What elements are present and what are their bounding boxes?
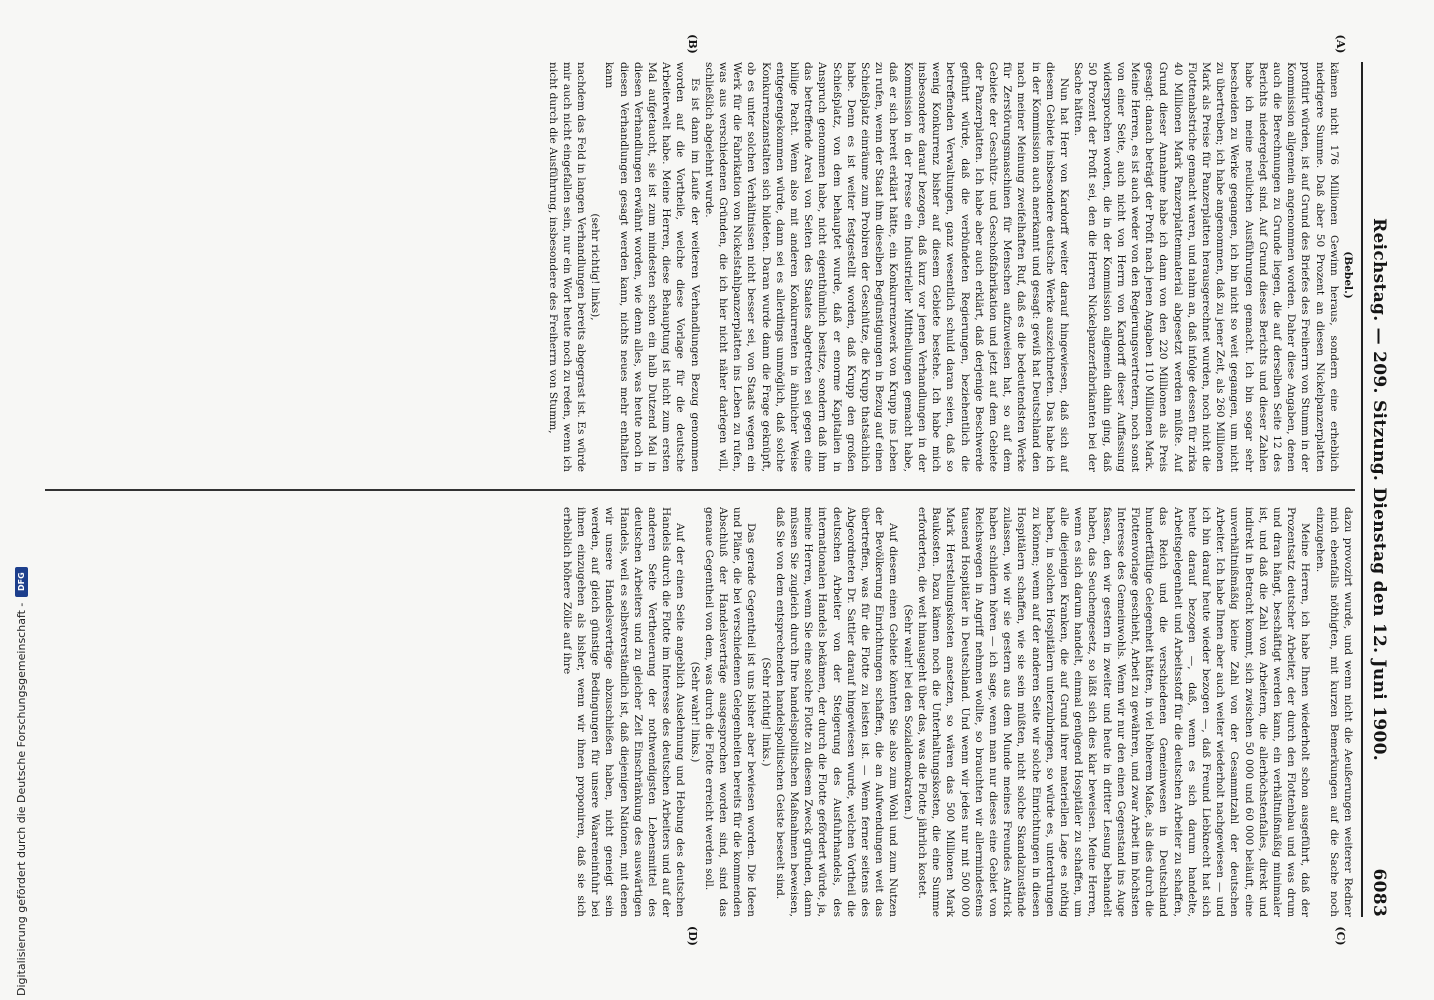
printed-page xyxy=(19,34,1389,946)
right-column xyxy=(35,507,1355,917)
header-title: Reichstag. — 209. Sitzung. Dienstag den 12. Juni 1900. xyxy=(1369,218,1389,761)
interjection: (Sehr wahr! bei den Sozialdemokraten.) xyxy=(901,604,914,820)
dfg-logo: DFG xyxy=(15,567,28,597)
speaker-name: (Bebel.) xyxy=(1342,251,1354,299)
margin-mark-d: (D) xyxy=(686,926,699,946)
margin-mark-b: (B) xyxy=(686,34,699,54)
paragraph: Das gerade Gegentheil ist uns bisher aber bewiesen worden. Die Ideen und Pläne, die bei verschiedenen Gelegenheiten bereits für die kommenden Abschluß der Handelsverträge ausgesprochen worden sind, sind das genaue Gegentheil von dem, was durch die Flotte erreicht werden soll. xyxy=(702,507,758,917)
interjection: (Sehr wahr! links.) xyxy=(688,661,701,763)
margin-mark-a: (A) xyxy=(1334,34,1347,54)
paragraph: Es ist dann im Laufe der weiteren Verhandlungen Bezug genommen worden auf die Vortheile, welche diese Vorlage für die deutsche Arbeiterwelt habe. Meine Herren, diese Behauptung ist nicht zum ersten Mal aufgetaucht, sie ist zum mindesten schon ein halb Dutzend Mal in diesen Verhandlungen erwähnt worden, wie denn alles, was heute noch in diesen Verhandlungen gesagt werden kann, nichts neues mehr enthalten kann xyxy=(603,62,701,472)
paragraph: Auf der einen Seite angeblich Ausdehnung und Hebung des deutschen Handels durch die Flotte im Interesse des deutschen Arbeiters und auf der anderen Seite Vertheuerung der nothwendigsten Lebensmittel des deutschen Arbeiters und zu gleicher Zeit Einschränkung des auswärtigen Handels, weil es selbstverständlich ist, daß diejenigen Nationen, mit denen wir unsere Handelsverträge abzuschließen haben, nicht geneigt sein werden, auf gleich günstige Bedingungen für unsere Waareneinfuhr bei ihnen einzugehen als bisher, wenn wir ihnen proponiren, daß sie sich erheblich höhere Zölle auf ihre xyxy=(560,507,687,917)
paragraph: Auf diesem einen Gebiete könnten Sie also zum Wohl und zum Nutzen der Bevölkerung Einrichtungen schaffen, die an Aufwendungen weit das übertreffen, was für die Flotte zu leisten ist. — Wenn ferner seitens des Abgeordneten Dr. Sattler darauf hingewiesen wurde, welchen Vortheil die deutschen Arbeiter von der Steigerung des Ausfuhrhandels, des internationalen Handels bekämen, der durch die Flotte gefördert würde, ja, meine Herren, wenn Sie eine solche Flotte zu diesem Zweck gründen, dann müssen Sie zugleich durch Ihre handelspolitischen Maßnahmen beweisen, daß Sie von dem entsprechenden handelspolitischen Geiste beseelt sind. xyxy=(773,507,900,917)
paragraph: dazu provozirt wurde, und wenn nicht die Aeußerungen weiterer Redner mich ebenfalls nöthigten, mit kurzen Bemerkungen auf die Sache noch einzugehen. xyxy=(1313,507,1354,917)
paragraph: Nun hat Herr von Kardorff weiter darauf hingewiesen, daß sich auf diesem Gebiete insbesondere deutsche Werke auszeichneten. Das habe ich in der Kommission auch anerkannt und gesagt: gewiß hat Deutschland den nach meiner Meinung zweifelhaften Ruf, daß es die bedeutendsten Werke für Zerstörungsmaschinen für Menschen aufzuweisen hat, so auf dem Gebiete der Geschütz- und Geschoßfabrikation und jetzt auf dem Gebiete der Panzerplatten. Ich habe aber auch erklärt, daß derjenige Beschwerde geführt würde, daß die verbündeten Regierungen, beziehentlich die betreffenden Verwaltungen, ganz wesentlich schuld daran seien, daß so wenig Konkurrenz bisher auf diesem Gebiete bestehe. Ich habe mich insbesondere darauf bezogen, daß kurz vor jenen Verhandlungen in der Kommission in der Presse ein Industrieller Mittheilungen gemacht habe, daß er sich bereit erklärt hätte, ein Konkurrenzwerk von Krupp ins Leben zu rufen, wenn der Staat ihm dieselben Begünstigungen in Bezug auf einen Schießplatz einräume zum Probiren der Geschütze, die Krupp thatsächlich habe. Denn es ist weiter festgestellt worden, daß Krupp den großen Schießplatz, von dem behauptet wurde, daß er enorme Kapitalien in Anspruch genommen habe, nicht eigenthümlich besitze, sondern daß ihm das betreffende Areal von Seiten des Staates abgetreten sei gegen eine billige Pacht. Wenn also mit anderen Konkurrenten in ähnlicher Weise entgegengekommen würde, dann sei es allerdings unmöglich, daß solche Konkurrenzanstalten sich bildeten. Daran wurde dann die Frage geknüpft, ob es unter solchen Verhältnissen nicht besser sei, von Staats wegen ein Werk für die Fabrikation von Nickelstahlpanzerplatten ins Leben zu rufen, was aus verschiedenen Gründen, die ich hier nicht näher darlegen will, schließlich abgelehnt wurde. xyxy=(702,62,1070,472)
column-divider xyxy=(45,489,1355,491)
digitization-text: Digitalisierung gefördert durch die Deutsche Forschungsgemeinschaft - xyxy=(14,602,28,996)
paragraph: nachdem das Feld in langen Verhandlungen bereits abgegrast ist. Es würde mir auch nicht eingefallen sein, nur ein Wort heute noch zu reden, wenn ich nicht durch die Ausführung, insbesondere des Freiherrn von Stumm, xyxy=(546,62,588,472)
interjection: (Sehr richtig! links.) xyxy=(759,657,772,767)
digitization-note xyxy=(10,16,32,996)
left-column xyxy=(35,62,1355,472)
paragraph: Meine Herren, ich habe Ihnen wiederholt schon ausgeführt, daß der Prozentsatz deutscher Arbeiter, der durch den Flottenbau und was drum und dran hängt, beschäftigt werden kann, ein verhältnißmäßig minimaler ist, und daß die Zahl von Arbeitern, die allerhöchstenfalles, direkt und indirekt in Betracht kommt, sich zwischen 50 000 und 60 000 beläuft, eine unverhältnißmäßig kleine Zahl von der Gesammtzahl der deutschen Arbeiter. Ich habe Ihnen aber auch weiter wiederholt nachgewiesen — und ich bin darauf heute wieder bezogen —, daß Freund Liebknecht hat sich heute darauf bezogen —, daß, wenn es sich darum handelte, Arbeitsgelegenheit und Arbeitsstoff für die deutschen Arbeiter zu schaffen, das Reich und die verschiedenen Gemeinwesen in Deutschland hundertfältige Gelegenheit hätten, in viel höherem Maße, als dies durch die Flottenvorlage geschieht, Arbeit zu gewähren, und zwar Arbeit im höchsten Interesse des Gemeinwohls. Wenn wir nur den einen Gegenstand ins Auge fassen, den wir gestern in zweiter und heute in dritter Lesung behandelt haben, das Seuchengesetz, so läßt sich dies klar beweisen. Meine Herren, wenn es sich darum handelt, einmal genügend Hospitäler zu schaffen, um alle diejenigen Kranken, die auf Grund ihrer materiellen Lage es nöthig haben, in solchen Hospitälern unterzubringen, so würde es, unterdrungen zu können; wenn auf der anderen Seite wir solche Einrichtungen in diesen Hospitälern schaffen, wie sie sein müßten, nicht solche Skandalzustände zulassen, wie wir sie gestern aus dem Munde meines Freundes Antrick haben schildern hören — ich sage, wenn man nur dieses eine Gebiet von Reichswegen in Angriff nehmen wollte, so brauchten wir allermindestens tausend Hospitäler in Deutschland. Und wenn wir jedes nur mit 500 000 Mark Herstellungskosten ansetzen, so wären das 500 Millionen Mark Baukosten. Dazu kämen noch die Unterhaltungskosten, die eine Summe erforderten, die weit hinausgeht über das, was die Flotte jährlich kostet. xyxy=(915,507,1312,917)
page-number: 6083 xyxy=(1369,868,1389,917)
paragraph: kämen nicht 176 Millionen Gewinn heraus, sondern eine erheblich niedrigere Summe. Daß aber 50 Prozent an diesen Nickelpanzerplatten profitirt würden, ist auf Grund des Briefes des Freiherrn von Stumm in der Kommission allgemein angenommen worden. Daher diese Angaben, denen auch die Berechnungen zu Grunde liegen, die auf derselben Seite 12 des Berichts niedergelegt sind. Auf Grund dieses Berichts und dieser Zahlen habe ich meine neulichen Ausführungen gemacht. Ich bin sogar sehr bescheiden zu Werke gegangen, ich bin nicht so weit gegangen, um nicht zu übertreiben; ich habe angenommen, daß zu jener Zeit, als 260 Millionen Mark als Preise für Panzerplatten herausgerechnet wurden, noch nicht die Flottenabstriche gemacht waren, und nahm an, daß infolge dessen für zirka 40 Millionen Mark Panzerplattenmaterial abgesetzt werden müßte. Auf Grund dieser Annahme habe ich dann von den 220 Millionen als Preis gesagt: danach beträgt der Profit nach jenen Angaben 110 Millionen Mark. Meine Herren, es ist auch weder von den Regierungsvertretern, noch sonst von einer Seite, auch nicht von Herrn von Kardorff dieser Auffassung widersprochen worden, die in der Kommission allgemein dahin ging, daß 50 Prozent der Profit sei, den die Herren Nickelpanzerfabrikanten bei der Sache hätten. xyxy=(1072,62,1340,472)
header-rule xyxy=(1361,62,1363,917)
running-header xyxy=(1363,62,1389,917)
margin-mark-c: (C) xyxy=(1334,926,1347,946)
digitization-note-area xyxy=(0,0,40,1000)
interjection: (sehr richtig! links), xyxy=(589,213,602,321)
